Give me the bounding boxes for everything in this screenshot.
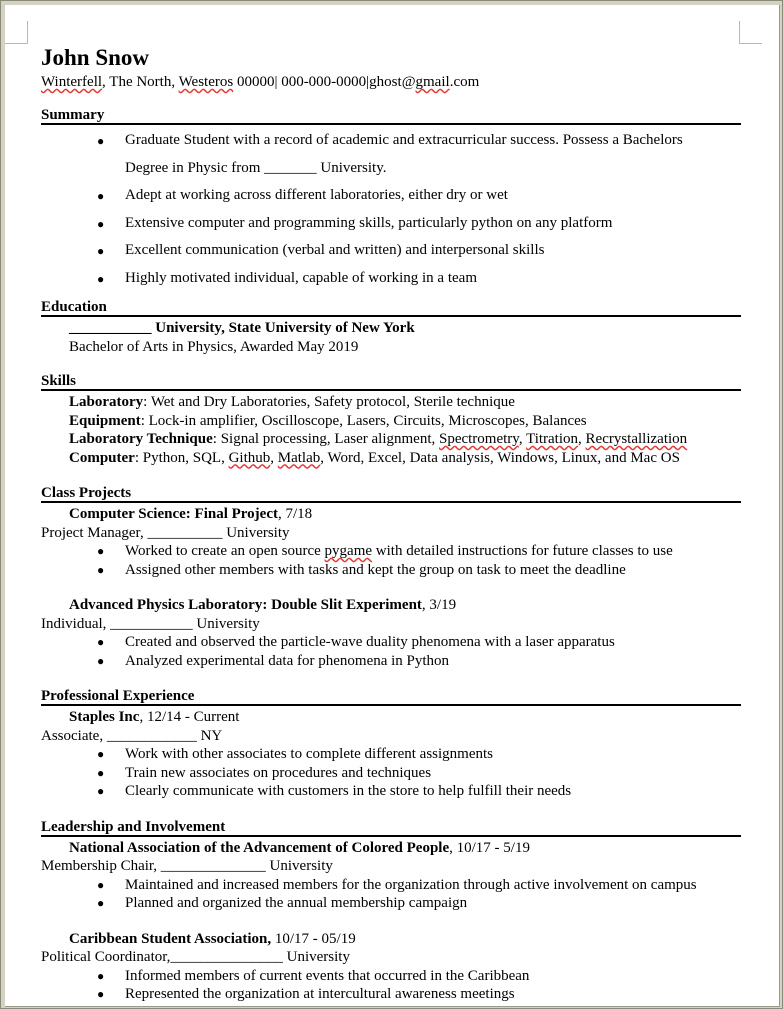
bullet-text: Worked to create an open source xyxy=(125,543,325,559)
contact-line xyxy=(41,72,741,92)
education-section xyxy=(41,299,741,356)
resume-body xyxy=(41,45,741,1004)
section-heading-skills: Skills xyxy=(41,373,741,391)
skill-text: Matlab xyxy=(277,449,321,466)
skill-text: Titration xyxy=(526,431,579,447)
summary-item-continued xyxy=(125,155,741,183)
bullet-text: Work with other associates to complete different assignments xyxy=(125,746,494,762)
list-item xyxy=(97,985,741,1004)
summary-item xyxy=(97,237,741,265)
bullet-icon: ● xyxy=(97,784,105,798)
summary-text: Graduate Student with a record of academic and extracurricular success. Possess a Bachelors xyxy=(125,132,683,148)
crop-mark-top-left xyxy=(5,21,28,44)
experience-bullets xyxy=(41,745,741,801)
skill-computer xyxy=(69,449,741,468)
organization-name: National Association of the Advancement of Colored People xyxy=(69,839,450,856)
organization-role: Political Coordinator,_______________ University xyxy=(41,949,350,965)
organization-name: Caribbean Student Association, xyxy=(69,930,272,947)
section-heading-education: Education xyxy=(41,299,741,317)
skill-label: Equipment xyxy=(69,412,141,429)
bullet-text: Assigned other members with tasks and kept the group on task to meet the deadline xyxy=(125,561,626,578)
summary-item xyxy=(97,127,741,155)
list-item xyxy=(97,876,741,895)
bullet-text: with detailed instructions for future classes to use xyxy=(372,543,673,559)
document-page[interactable] xyxy=(5,5,780,1007)
leadership-section xyxy=(41,819,741,1004)
list-item xyxy=(97,633,741,652)
bullet-text: Created and observed the particle-wave duality phenomena with a laser apparatus xyxy=(125,634,615,650)
contact-tld: .com xyxy=(449,74,480,90)
project-title: Advanced Physics Laboratory: Double Slit Experiment xyxy=(69,597,422,613)
project-date: , 3/19 xyxy=(421,597,457,613)
bullet-icon: ● xyxy=(97,635,105,649)
skill-laboratory xyxy=(69,393,741,412)
list-item xyxy=(97,764,741,783)
skill-label: Laboratory Technique xyxy=(69,431,213,447)
list-item xyxy=(97,652,741,671)
project-role: Individual, ___________ University xyxy=(41,615,260,632)
summary-text: Degree in Physic from _______ University. xyxy=(125,159,387,176)
bullet-text: Informed members of current events that occurred in the Caribbean xyxy=(125,967,530,984)
contact-mid: , The North, xyxy=(102,74,179,90)
section-heading-experience: Professional Experience xyxy=(41,688,741,706)
bullet-icon: ● xyxy=(97,896,105,910)
bullet-icon: ● xyxy=(97,134,105,148)
degree-line: Bachelor of Arts in Physics, Awarded May 2019 xyxy=(69,338,359,355)
summary-text: Excellent communication (verbal and written) and interpersonal skills xyxy=(125,242,545,258)
bullet-icon: ● xyxy=(97,544,105,558)
bullet-icon: ● xyxy=(97,562,105,577)
leadership-bullets xyxy=(41,876,741,913)
summary-text: Adept at working across different laboratories, either dry or wet xyxy=(125,187,508,203)
organization-line xyxy=(69,839,741,858)
summary-text: Highly motivated individual, capable of working in a team xyxy=(125,269,477,286)
summary-item xyxy=(97,182,741,210)
contact-region: Westeros xyxy=(178,74,234,90)
project-date: , 7/18 xyxy=(277,506,313,522)
bullet-icon: ● xyxy=(97,271,105,286)
skill-label: Laboratory xyxy=(69,394,144,410)
summary-section xyxy=(41,107,741,292)
bullet-text: Analyzed experimental data for phenomena in Python xyxy=(125,652,450,669)
skill-text: : Python, SQL, xyxy=(134,449,229,466)
bullet-text: pygame xyxy=(324,543,373,559)
list-item xyxy=(97,782,741,801)
skill-text: Recrystallization xyxy=(585,431,688,447)
list-item xyxy=(97,894,741,913)
summary-list xyxy=(41,127,741,292)
skill-label: Computer xyxy=(69,449,135,466)
employment-dates: , 12/14 - Current xyxy=(139,709,240,725)
organization-line xyxy=(69,930,741,949)
skill-text: : Lock-in amplifier, Oscilloscope, Lasers, Circuits, Microscopes, Balances xyxy=(140,412,587,429)
experience-section xyxy=(41,688,741,801)
summary-text: Extensive computer and programming skills, particularly python on any platform xyxy=(125,214,613,231)
leadership-bullets xyxy=(41,967,741,1004)
bullet-icon: ● xyxy=(97,189,105,203)
list-item xyxy=(97,542,741,561)
project-title-line xyxy=(69,596,741,615)
contact-city: Winterfell xyxy=(41,74,103,90)
crop-mark-top-right xyxy=(739,21,762,44)
bullet-icon: ● xyxy=(97,216,105,231)
skill-text: , xyxy=(518,431,527,447)
bullet-text: Maintained and increased members for the organization through active involvement on campus xyxy=(125,876,697,893)
project-title-line xyxy=(69,505,741,524)
contact-domain: gmail xyxy=(415,74,450,90)
section-heading-leadership: Leadership and Involvement xyxy=(41,819,741,837)
employer-line xyxy=(69,708,741,727)
section-heading-summary: Summary xyxy=(41,107,741,125)
list-item xyxy=(97,561,741,580)
job-role: Associate, ____________ NY xyxy=(41,727,223,744)
skill-equipment xyxy=(69,412,741,431)
bullet-icon: ● xyxy=(97,877,105,892)
organization-dates: 10/17 - 05/19 xyxy=(271,930,356,947)
summary-item xyxy=(97,210,741,238)
project-bullets xyxy=(41,633,741,670)
bullet-text: Train new associates on procedures and techniques xyxy=(125,764,432,781)
project-role: Project Manager, __________ University xyxy=(41,524,290,541)
bullet-icon: ● xyxy=(97,987,105,1001)
bullet-text: Planned and organized the annual membership campaign xyxy=(125,895,468,911)
bullet-icon: ● xyxy=(97,747,105,761)
section-heading-projects: Class Projects xyxy=(41,485,741,503)
summary-item xyxy=(97,265,741,293)
contact-rest: 00000| 000-000-0000|ghost@ xyxy=(233,74,416,90)
organization-role: Membership Chair, ______________ University xyxy=(41,858,333,874)
skill-text: , Word, Excel, Data analysis, Windows, Linux, and Mac OS xyxy=(320,449,680,466)
organization-dates: , 10/17 - 5/19 xyxy=(449,839,530,856)
skill-technique xyxy=(69,430,741,449)
list-item xyxy=(97,745,741,764)
skill-text: Github xyxy=(228,449,271,466)
skill-text: : Wet and Dry Laboratories, Safety protocol, Sterile technique xyxy=(143,394,515,410)
skill-text: : Signal processing, Laser alignment, xyxy=(212,431,439,447)
skill-text: Spectrometry xyxy=(438,431,519,447)
bullet-text: Clearly communicate with customers in the store to help fulfill their needs xyxy=(125,783,572,799)
bullet-text: Represented the organization at intercultural awareness meetings xyxy=(125,986,515,1002)
bullet-icon: ● xyxy=(97,653,105,668)
employer-name: Staples Inc xyxy=(69,709,140,725)
projects-section xyxy=(41,485,741,670)
school-name: ___________ University, State University of New York xyxy=(69,320,415,336)
bullet-icon: ● xyxy=(97,968,105,983)
skill-text: , xyxy=(270,449,278,466)
school-line xyxy=(69,319,741,338)
project-bullets xyxy=(41,542,741,579)
project-title: Computer Science: Final Project xyxy=(69,506,278,522)
bullet-icon: ● xyxy=(97,765,105,780)
skill-text: , xyxy=(578,431,586,447)
bullet-icon: ● xyxy=(97,244,105,258)
list-item xyxy=(97,967,741,986)
candidate-name: John Snow xyxy=(41,45,150,70)
skills-section xyxy=(41,373,741,467)
